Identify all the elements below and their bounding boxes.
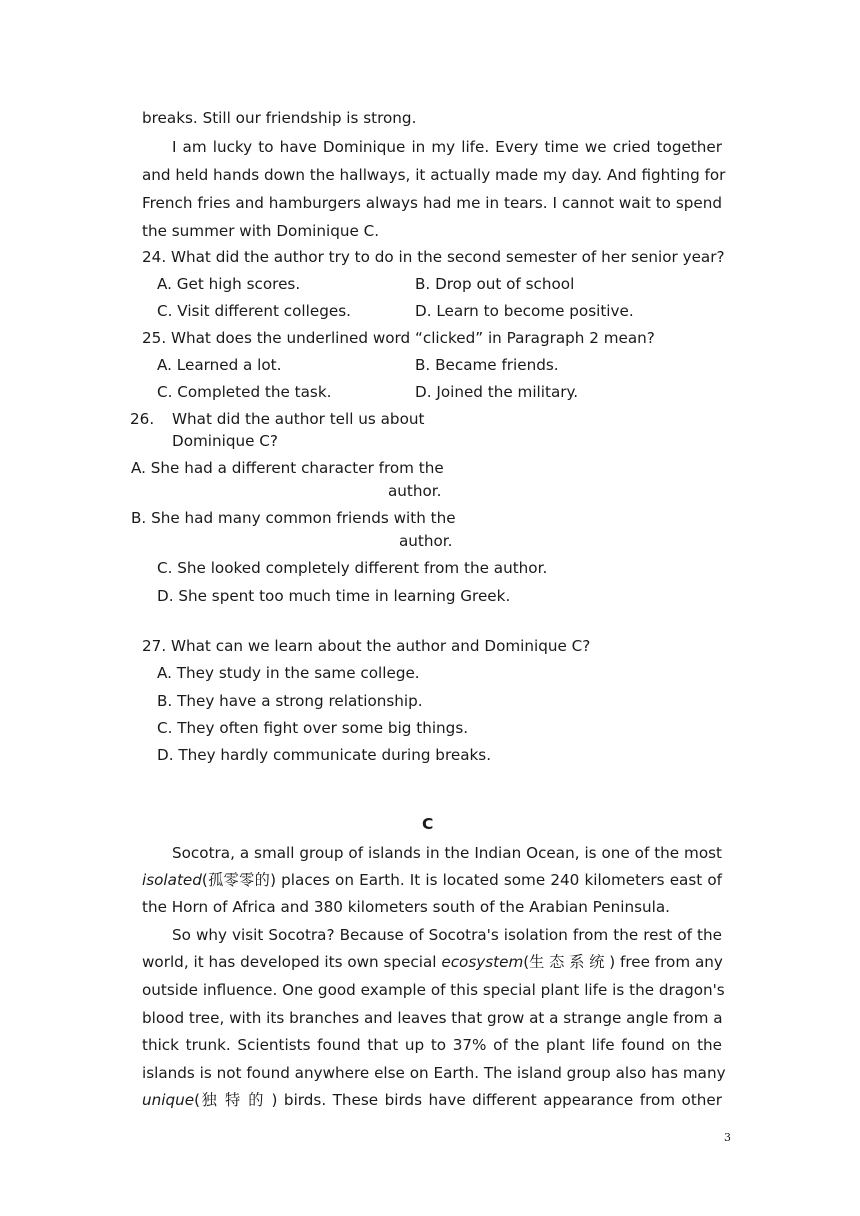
passage-line (142, 1090, 722, 1110)
glossed-word: isolated (142, 871, 202, 889)
page-number: 3 (724, 1131, 731, 1144)
question-number: 26. (130, 410, 155, 428)
option-c: C. They often fight over some big things. (157, 719, 469, 737)
passage-line: thick trunk. Scientists found that up to 37% of the plant life found on the (142, 1036, 722, 1054)
passage-line: I am lucky to have Dominique in my life. Every time we cried together (172, 138, 722, 156)
passage-line (142, 870, 722, 890)
passage-text: places on Earth. It is located some 240 kilometers east of (276, 871, 722, 889)
passage-line: and held hands down the hallways, it actually made my day. And fighting for (142, 166, 726, 184)
option-c: C. She looked completely different from the author. (157, 559, 548, 577)
passage-line: So why visit Socotra? Because of Socotra's isolation from the rest of the (172, 926, 722, 944)
passage-line: the summer with Dominique C. (142, 222, 380, 240)
option-a: A. Get high scores. (157, 275, 301, 293)
option-c: C. Completed the task. (157, 383, 332, 401)
question-stem: 25. What does the underlined word “clicked” in Paragraph 2 mean? (142, 329, 655, 347)
option-b: B. They have a strong relationship. (157, 692, 423, 710)
chinese-gloss: (生 态 系 统 ) (523, 953, 616, 971)
passage-text: world, it has developed its own special (142, 953, 442, 971)
passage-line: Socotra, a small group of islands in the Indian Ocean, is one of the most (172, 844, 722, 862)
option-b: B. She had many common friends with the (131, 509, 456, 527)
option-d: D. She spent too much time in learning Greek. (157, 587, 511, 605)
question-stem: What did the author tell us about (172, 410, 425, 428)
passage-text: free from any (615, 953, 723, 971)
passage-text: birds. These birds have different appearance from other (277, 1091, 722, 1109)
option-b: author. (399, 532, 453, 550)
option-a: A. Learned a lot. (157, 356, 282, 374)
option-a: A. They study in the same college. (157, 664, 420, 682)
passage-line: the Horn of Africa and 380 kilometers south of the Arabian Peninsula. (142, 898, 671, 916)
passage-line: breaks. Still our friendship is strong. (142, 109, 417, 127)
passage-line: islands is not found anywhere else on Earth. The island group also has many (142, 1064, 726, 1082)
option-b: B. Became friends. (415, 356, 559, 374)
option-a: A. She had a different character from the (131, 459, 444, 477)
chinese-gloss: (独 特 的 ) (194, 1091, 278, 1109)
chinese-gloss: (孤零零的) (201, 871, 277, 889)
passage-line: outside influence. One good example of this special plant life is the dragon's (142, 981, 725, 999)
option-d: D. They hardly communicate during breaks. (157, 746, 492, 764)
passage-line: blood tree, with its branches and leaves that grow at a strange angle from a (142, 1009, 723, 1027)
option-d: D. Joined the military. (415, 383, 579, 401)
glossed-word: ecosystem (441, 953, 524, 971)
passage-line (142, 952, 722, 972)
option-c: C. Visit different colleges. (157, 302, 351, 320)
option-b: B. Drop out of school (415, 275, 575, 293)
section-heading: C (422, 815, 434, 833)
question-stem: 27. What can we learn about the author and Dominique C? (142, 637, 591, 655)
passage-line: French fries and hamburgers always had me in tears. I cannot wait to spend (142, 194, 722, 212)
option-a: author. (388, 482, 442, 500)
question-stem: Dominique C? (172, 432, 278, 450)
question-stem: 24. What did the author try to do in the second semester of her senior year? (142, 248, 725, 266)
glossed-word: unique (142, 1091, 195, 1109)
option-d: D. Learn to become positive. (415, 302, 634, 320)
